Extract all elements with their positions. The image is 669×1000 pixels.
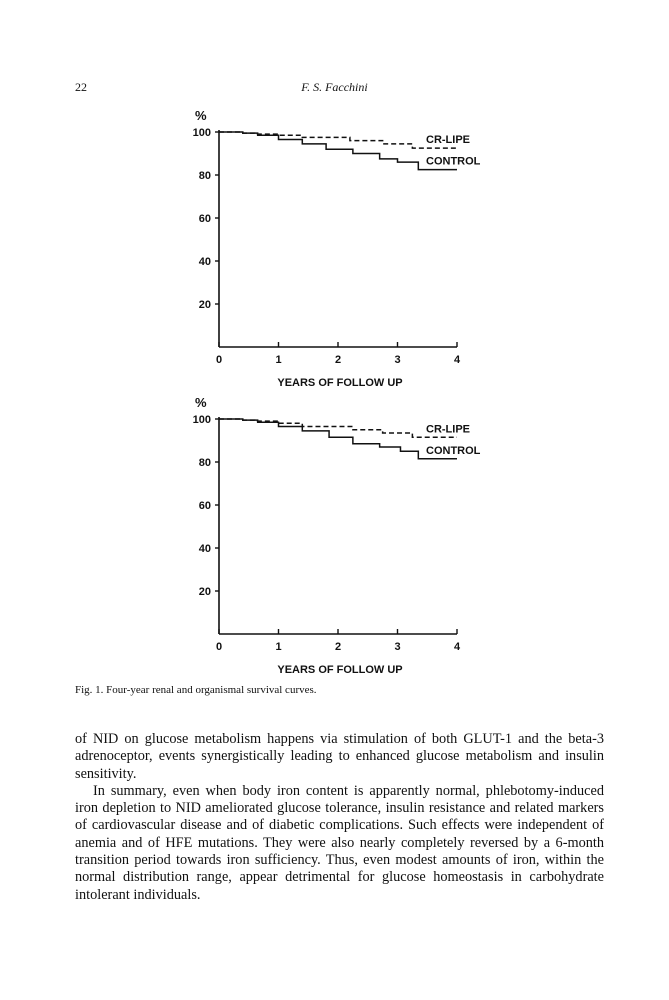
x-tick-label: 0: [215, 354, 223, 366]
running-head: F. S. Facchini: [301, 80, 368, 94]
y-tick-label: 80: [198, 457, 211, 469]
figure-caption: Fig. 1. Four-year renal and organismal survival curves.: [75, 684, 317, 696]
survival-chart-top: [0, 100, 669, 395]
y-tick-label: 40: [198, 543, 211, 555]
x-tick-label: 0: [215, 641, 223, 653]
y-tick-label: 40: [198, 256, 211, 268]
paragraph-1: of NID on glucose metabolism happens via stimulation of both GLUT-1 and the beta-3 adrenoceptor, events synergistically leading to enhanced glucose metabolism and insulin sensitivity.: [75, 731, 604, 782]
series-line-cr-lipe: [219, 419, 457, 437]
y-tick-label: 100: [192, 127, 211, 139]
legend-label-cr-lipe: CR-LIPE: [426, 423, 470, 436]
y-axis-label: %: [195, 395, 207, 410]
x-tick-label: 2: [334, 641, 342, 653]
series-line-cr-lipe: [219, 132, 457, 148]
x-tick-label: 3: [394, 354, 401, 366]
y-tick-label: 100: [192, 414, 211, 426]
x-axis-title: YEARS OF FOLLOW UP: [277, 377, 403, 389]
y-tick-label: 60: [198, 213, 211, 225]
x-tick-label: 3: [394, 641, 401, 653]
x-tick-label: 4: [453, 641, 461, 653]
x-tick-label: 1: [275, 641, 282, 653]
legend-label-control: CONTROL: [426, 444, 481, 457]
x-tick-label: 4: [453, 354, 461, 366]
x-tick-label: 2: [334, 354, 342, 366]
y-tick-label: 60: [198, 500, 211, 512]
series-line-control: [219, 419, 457, 459]
legend-label-control: CONTROL: [426, 155, 481, 168]
y-tick-label: 80: [198, 170, 211, 182]
paragraph-2: In summary, even when body iron content is apparently normal, phlebotomy-induced iron depletion to NID ameliorated glucose tolerance, insulin resistance and related markers of cardiovascular disease and of diabetic complications. Such effects were independent of anemia and of HFE mutations. They were also nearly completely reversed by a 6-month transition period towards iron sufficiency. Thus, even modest amounts of iron, within the normal distribution range, appear detrimental for glucose homeostasis in carbohydrate intolerant individuals.: [75, 782, 604, 903]
x-axis-title: YEARS OF FOLLOW UP: [277, 664, 403, 676]
survival-chart-bottom: [0, 387, 669, 682]
body-text: [75, 731, 604, 904]
legend-label-cr-lipe: CR-LIPE: [426, 134, 470, 147]
x-tick-label: 1: [275, 354, 282, 366]
y-axis-label: %: [195, 108, 207, 123]
y-tick-label: 20: [198, 586, 211, 598]
page-number: 22: [75, 80, 87, 94]
y-tick-label: 20: [198, 299, 211, 311]
